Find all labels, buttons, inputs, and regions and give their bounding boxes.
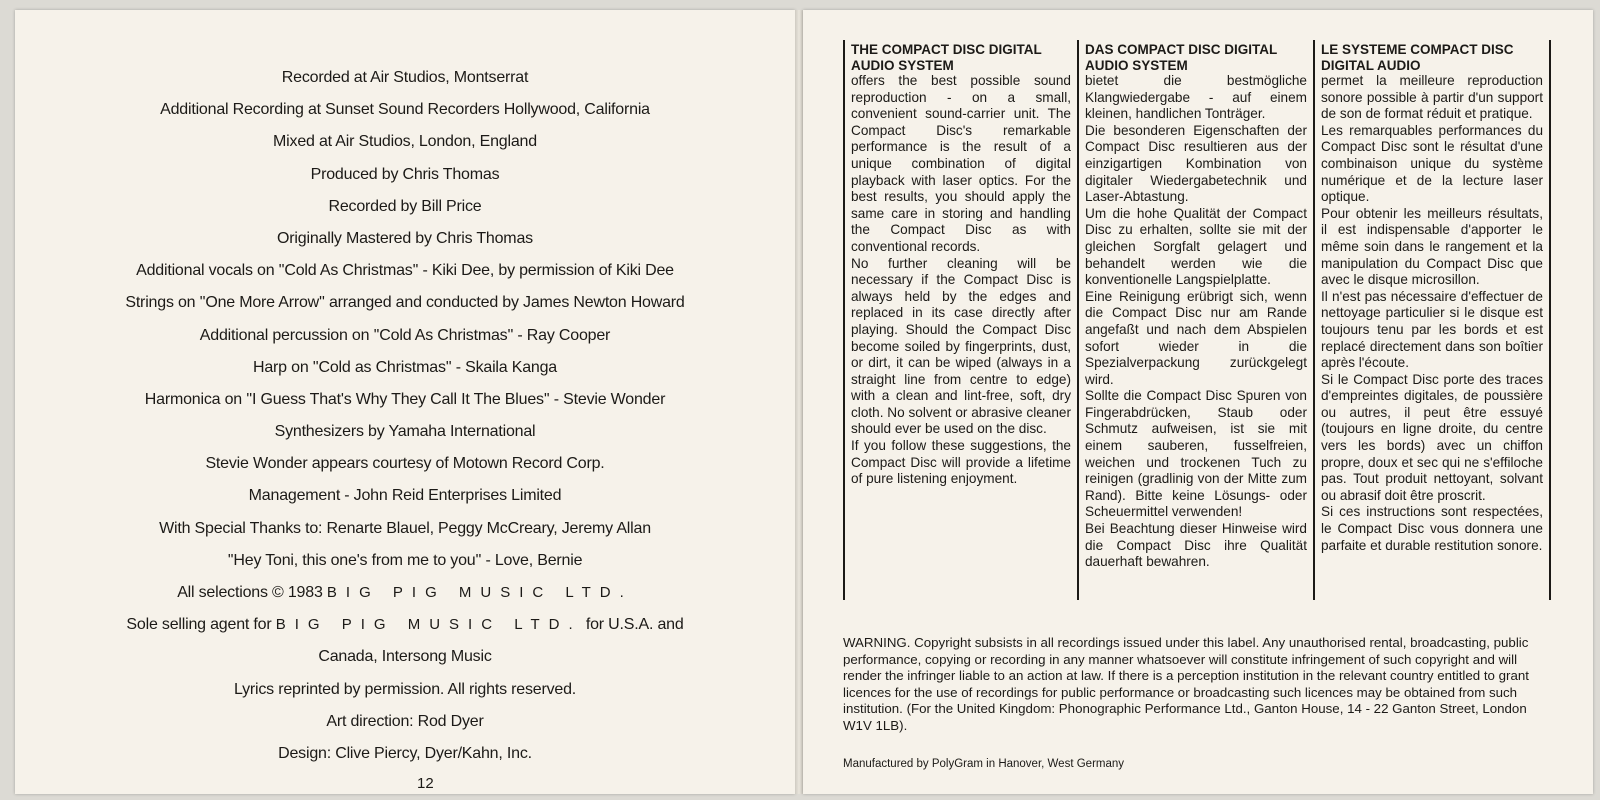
paragraph: Si le Compact Disc porte des traces d'empreintes digitales, de poussière ou autres, il peut être essuyé (toujours en ligne droite, du centre vers les bords) avec un chiffon propre, doux et sec qui ne s'effiloche pas. Tout produit nettoyant, solvant ou abrasif doit être proscrit. [1321, 371, 1543, 503]
column-french [1313, 40, 1551, 600]
credit-line: Lyrics reprinted by permission. All rights reserved. [233, 680, 577, 698]
paragraph: Um die hohe Qualität der Compact Disc zu erhalten, sollte sie mit der gleichen Sorgfalt gelagert und behandelt werden wie die konventionelle Langspielplatte. [1085, 205, 1307, 288]
cd-info-columns [843, 40, 1585, 610]
credit-line: Design: Clive Piercy, Dyer/Kahn, Inc. [278, 744, 532, 762]
copyright-line [15, 577, 795, 609]
paragraph: permet la meilleure reproduction sonore possible à partir d'un support de son de format réduit et pratique. [1321, 73, 1543, 122]
selling-agent-suffix: for U.S.A. and [585, 616, 684, 634]
credits-list [15, 62, 795, 770]
paragraph: Sollte die Compact Disc Spuren von Fingerabdrücken, Staub oder Schmutz aufweisen, ist sie mit einem sauberen, fusselfreien, weichen und trockenen Tuch zu reinigen (gradlinig von der Mitte zum Rand). Bitte keine Lösungs- oder Scheuermittel verwenden! [1085, 388, 1307, 520]
paragraph: Eine Reinigung erübrigt sich, wenn die Compact Disc nur am Rande angefaßt und nach dem Abspielen sofort wieder in die Spezialverpackung zurückgelegt wird. [1085, 288, 1307, 387]
credit-line: Additional Recording at Sunset Sound Recorders Hollywood, California [160, 101, 650, 119]
manufacturer-note: Manufactured by PolyGram in Hanover, West Germany [843, 758, 1125, 770]
column-body [1085, 73, 1307, 571]
credit-line: ''Hey Toni, this one's from me to you'' - Love, Bernie [227, 551, 583, 569]
selling-agent-company: BIG PIG MUSIC LTD. [275, 616, 582, 634]
left-page [15, 10, 795, 794]
credit-line: Synthesizers by Yamaha International [274, 423, 536, 441]
column-heading: DAS COMPACT DISC DIGITAL AUDIO SYSTEM [1085, 42, 1277, 73]
paragraph: Pour obtenir les meilleurs résultats, il est indispensable d'apporter le même soin dans le rangement et la manipulation du Compact Disc que avec le disque microsillon. [1321, 205, 1543, 288]
paragraph: No further cleaning will be necessary if the Compact Disc is always held by the edges and replaced in its case directly after playing. Should the Compact Disc become soiled by fingerprints, dust, or dirt, it can be wiped (always in a straight line from centre to edge) with a clean and lint-free, soft, dry cloth. No solvent or abrasive cleaner should ever be used on the disc. [851, 255, 1071, 437]
paragraph: offers the best possible sound reproduction - on a small, convenient sound-carrier unit. The Compact Disc's remarkable performance is the result of a unique combination of digital playback with laser optics. For the best results, you should apply the same care in storing and handling the Compact Disc as with conventional records. [851, 73, 1071, 254]
credit-line: Produced by Chris Thomas [310, 165, 500, 183]
credit-line: Additional percussion on ''Cold As Christmas'' - Ray Cooper [199, 326, 611, 344]
credit-line: Art direction: Rod Dyer [326, 712, 484, 730]
credit-line: Mixed at Air Studios, London, England [273, 133, 537, 151]
credit-line: Harmonica on ''I Guess That's Why They Call It The Blues'' - Stevie Wonder [144, 390, 666, 408]
copyright-warning: WARNING. Copyright subsists in all recordings issued under this label. Any unauthorised rental, broadcasting, public performance, copying or recording in any manner whatsoever will constitute infringement of such copyright and will render the infringer liable to an action at law. If there is a perception institution in the relevant country entitled to grant licences for the use of recordings for public performance or broadcasting such licences may be obtained from such institution. (For the United Kingdom: Phonographic Performance Ltd., Ganton House, 14 - 22 Ganton Street, London W1V 1LB). [843, 635, 1529, 733]
credit-line: Management - John Reid Enterprises Limited [248, 487, 562, 505]
right-page [803, 10, 1593, 794]
column-english [843, 40, 1077, 600]
paragraph: Die besonderen Eigenschaften der Compact Disc resultieren aus der einzigartigen Kombination von digitaler Wiedergabetechnik und Laser-Abtastung. [1085, 122, 1307, 205]
paragraph: bietet die bestmögliche Klangwiedergabe - auf einem kleinen, handlichen Tonträger. [1085, 73, 1307, 122]
paragraph: Bei Beachtung dieser Hinweise wird die Compact Disc ihre Qualität dauerhaft bewahren. [1085, 521, 1307, 570]
column-body [851, 73, 1071, 488]
column-body [1321, 73, 1543, 554]
credit-line: Recorded at Air Studios, Montserrat [281, 69, 529, 86]
credit-line: Harp on ''Cold as Christmas'' - Skaila Kanga [253, 358, 557, 376]
selling-agent-prefix: Sole selling agent for [126, 616, 272, 634]
credit-line: With Special Thanks to: Renarte Blauel, Peggy McCreary, Jeremy Allan [159, 519, 651, 537]
column-heading: LE SYSTEME COMPACT DISC DIGITAL AUDIO [1321, 42, 1514, 73]
paragraph: Si ces instructions sont respectées, le Compact Disc vous donnera une parfaite et durable restitution sonore. [1321, 504, 1543, 553]
credit-line: Strings on ''One More Arrow'' arranged and conducted by James Newton Howard [125, 294, 685, 312]
credit-line: Additional vocals on ''Cold As Christmas'' - Kiki Dee, by permission of Kiki Dee [136, 262, 674, 280]
paragraph: Il n'est pas nécessaire d'effectuer de nettoyage particulier si le disque est toujours tenu par les bords et est replacé directement dans son boîtier après l'écoute. [1321, 288, 1543, 371]
credit-line: Stevie Wonder appears courtesy of Motown Record Corp. [205, 455, 605, 473]
paragraph: If you follow these suggestions, the Compact Disc will provide a lifetime of pure listening enjoyment. [851, 438, 1071, 487]
credit-line: Canada, Intersong Music [318, 648, 492, 666]
copyright-prefix: All selections © 1983 [177, 584, 323, 601]
page-number: 12 [417, 775, 434, 792]
column-heading: THE COMPACT DISC DIGITAL AUDIO SYSTEM [851, 42, 1042, 73]
paragraph: Les remarquables performances du Compact Disc sont le résultat d'une combinaison unique du système numérique et de la lecture laser optique. [1321, 122, 1543, 205]
selling-agent-line [15, 609, 795, 641]
copyright-company: BIG PIG MUSIC LTD. [326, 584, 633, 601]
book-gutter [795, 10, 803, 794]
credit-line: Recorded by Bill Price [328, 197, 482, 215]
credit-line: Originally Mastered by Chris Thomas [277, 229, 533, 247]
column-german [1077, 40, 1313, 600]
